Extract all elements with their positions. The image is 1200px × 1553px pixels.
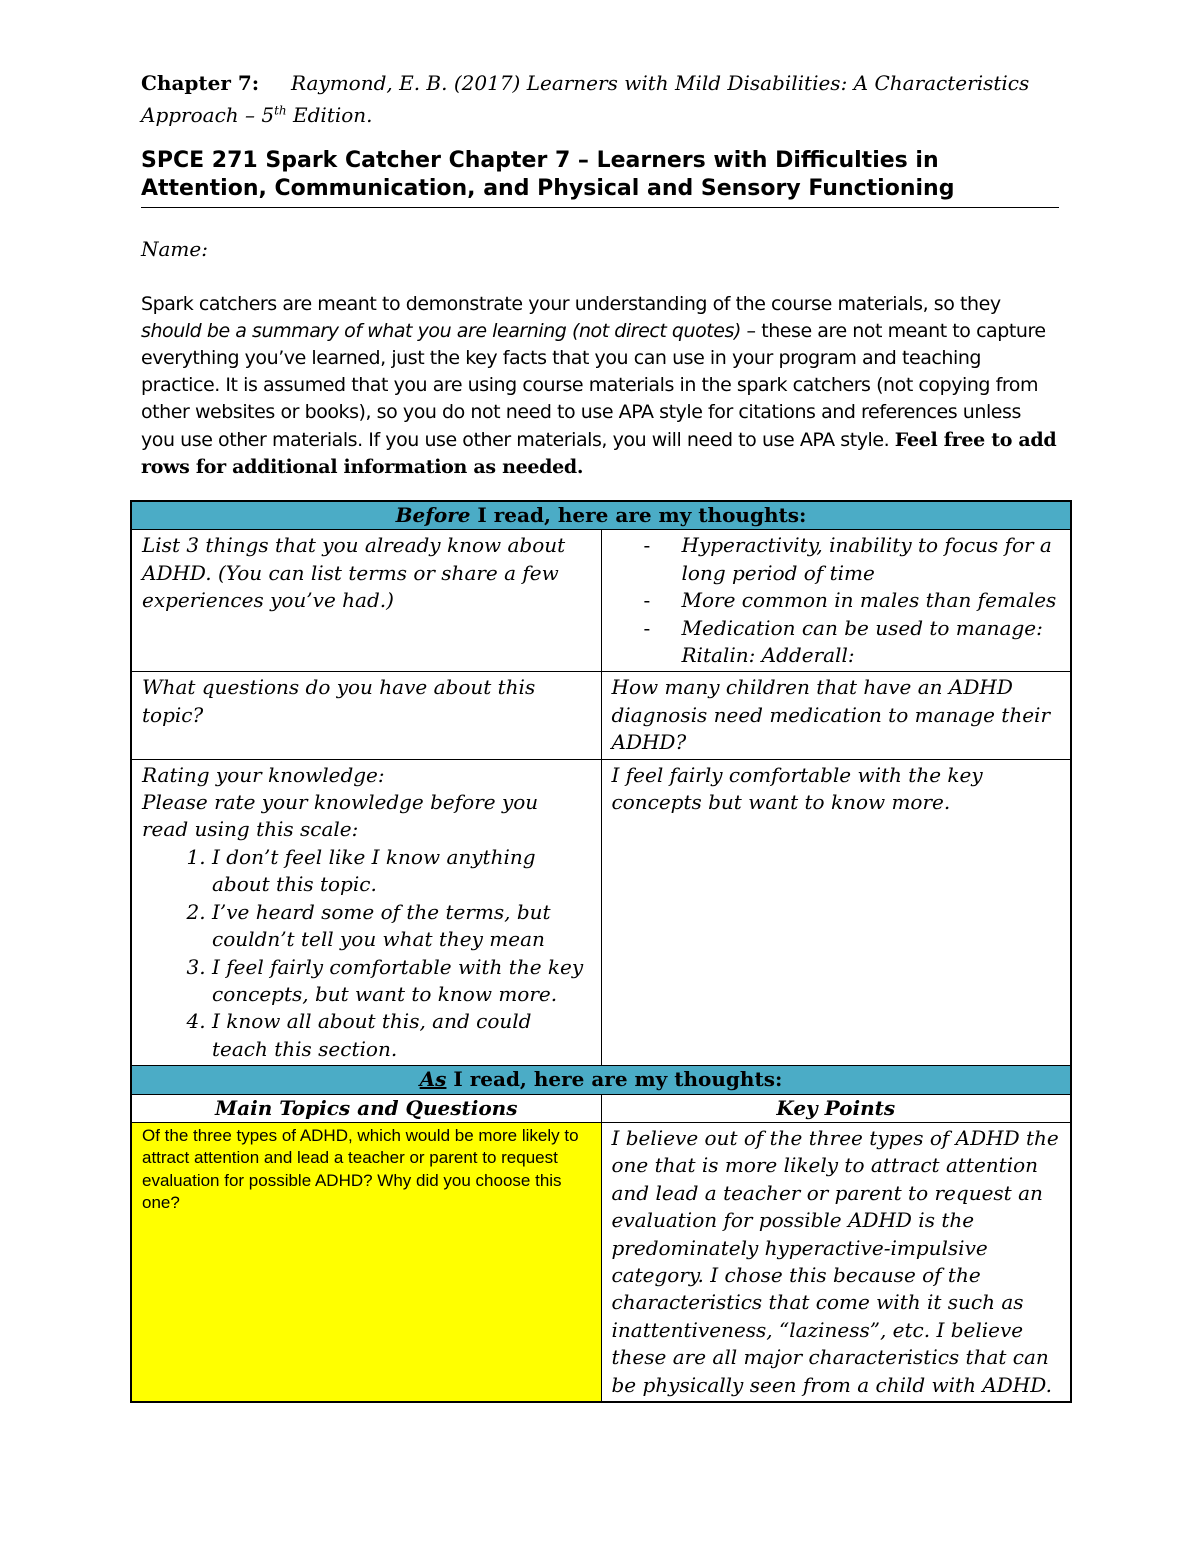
know-item: - Medication can be used to manage: Ritalin: Adderall: (644, 615, 1061, 670)
col-points-header: Key Points (601, 1094, 1071, 1122)
rating-row (131, 759, 1071, 1065)
rating-answer[interactable]: I feel fairly comfortable with the key concepts but want to know more. (601, 759, 1071, 1065)
questions-row (131, 672, 1071, 759)
chapter-label: Chapter 7: (141, 71, 260, 95)
as-header: As I read, here are my thoughts: (131, 1066, 1071, 1094)
rating-scale-item: 2. I’ve heard some of the terms, but couldn’t tell you what they mean (212, 899, 591, 954)
rating-prompt (131, 759, 601, 1065)
as-header-row (131, 1066, 1071, 1094)
know-answer[interactable] (601, 530, 1071, 672)
intro-italic: should be a summary of what you are learning (not direct quotes) (141, 319, 741, 342)
document-page (141, 70, 1059, 481)
know-item: - Hyperactivity, inability to focus for a long period of time (644, 532, 1061, 587)
rating-scale-item: 3. I feel fairly comfortable with the key concepts, but want to know more. (212, 954, 591, 1009)
reference-line1: Raymond, E. B. (2017) Learners with Mild Disabilities: A Characteristics (290, 71, 1030, 95)
spark-catcher-table (130, 500, 1072, 1403)
column-header-row (131, 1094, 1071, 1122)
rating-title: Rating your knowledge: (142, 762, 385, 787)
know-row (131, 530, 1071, 672)
key-point-answer[interactable]: I believe out of the three types of ADHD the one that is more likely to attract attention and lead a teacher or parent to request an evaluation for possible ADHD is the predominately hyperactive-impulsive category. I chose this because of the characteristics that come with it such as inattentiveness, “laziness”, etc. I believe these are all major characteristics that can be physically seen from a child with ADHD. (601, 1122, 1071, 1402)
col-topics-header: Main Topics and Questions (131, 1094, 601, 1122)
page-title: SPCE 271 Spark Catcher Chapter 7 – Learners with Difficulties in Attention, Communication, and Physical and Sensory Functioning (141, 147, 1059, 208)
questions-prompt: What questions do you have about this topic? (131, 672, 601, 759)
intro-bold: Feel free to add rows for additional information as needed. (141, 428, 1057, 478)
rating-scale-item: 4. I know all about this, and could teach this section. (212, 1008, 591, 1063)
topic-question: Of the three types of ADHD, which would be more likely to attract attention and lead a teacher or parent to request evaluation for possible ADHD? Why did you choose this one? (131, 1122, 601, 1402)
rating-scale-item: 1. I don’t feel like I know anything about this topic. (212, 844, 591, 899)
topic-row (131, 1122, 1071, 1402)
rating-instructions: Please rate your knowledge before you read using this scale: (142, 790, 539, 842)
know-prompt: List 3 things that you already know about ADHD. (You can list terms or share a few experiences you’ve had.) (131, 530, 601, 672)
before-header: Before I read, here are my thoughts: (131, 501, 1071, 530)
know-item: - More common in males than females (644, 587, 1061, 614)
before-header-row (131, 501, 1071, 530)
rating-scale (142, 844, 591, 1063)
questions-answer[interactable]: How many children that have an ADHD diagnosis need medication to manage their ADHD? (601, 672, 1071, 759)
reference-line2: Approach – 5th Edition. (141, 102, 373, 127)
citation (141, 70, 1059, 129)
name-label: Name: (141, 236, 208, 261)
know-list (612, 532, 1061, 669)
intro-paragraph: Spark catchers are meant to demonstrate your understanding of the course materials, so they should be a summary of what you are learning (not direct quotes) – these are not meant to capture everything you’ve learned, just the key facts that you can use in your program and teaching practice. It is assumed that you are using course materials in the spark catchers (not copying from other websites or books), so you do not need to use APA style for citations and references unless you use other materials. If you use other materials, you will need to use APA style. Feel free to add rows for additional information as needed. (141, 292, 1057, 478)
